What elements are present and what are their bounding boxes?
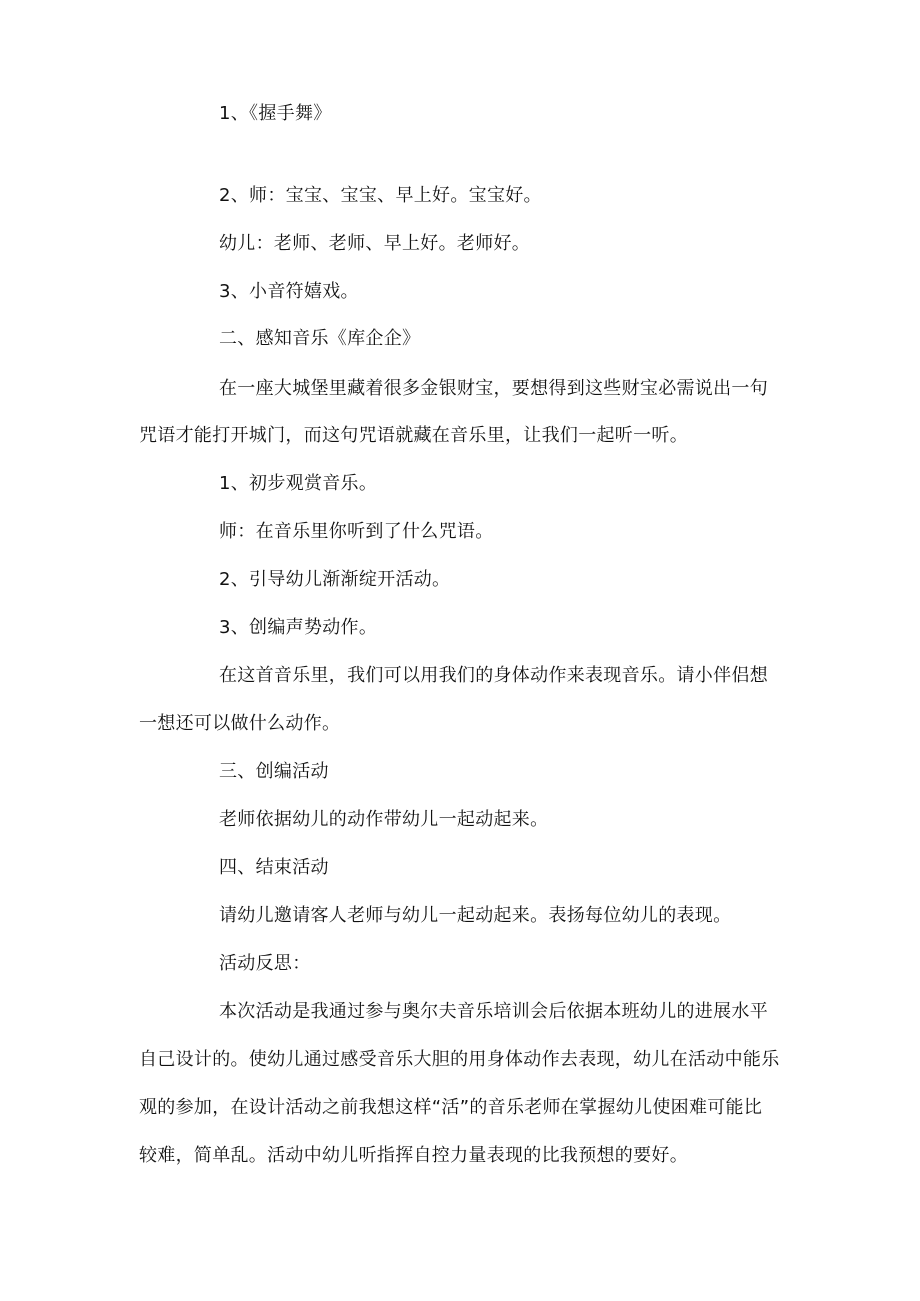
- section-heading-create-activity: 三、创编活动: [219, 761, 329, 782]
- item-child-greeting: 幼儿：老师、老师、早上好。老师好。: [219, 233, 531, 254]
- paragraph-body-movement-line-2: 一想还可以做什么动作。: [139, 713, 341, 734]
- paragraph-invite-guests: 请幼儿邀请客人老师与幼儿一起动起来。表扬每位幼儿的表现。: [219, 905, 732, 926]
- item-note-game: 3、小音符嬉戏。: [219, 281, 359, 302]
- section-heading-perceive-music: 二、感知音乐《库企企》: [219, 328, 421, 349]
- paragraph-reflection-line-4: 较难，简单乱。活动中幼儿听指挥自控力量表现的比我预想的要好。: [139, 1145, 688, 1166]
- item-create-movements: 3、创编声势动作。: [219, 617, 378, 638]
- paragraph-reflection-line-2: 自己设计的。使幼儿通过感受音乐大胆的用身体动作去表现，幼儿在活动中能乐: [139, 1049, 780, 1070]
- item-teacher-question: 师：在音乐里你听到了什么咒语。: [219, 521, 494, 542]
- section-heading-reflection: 活动反思：: [219, 953, 311, 974]
- paragraph-body-movement-line-1: 在这首音乐里，我们可以用我们的身体动作来表现音乐。请小伴侣想: [219, 665, 768, 686]
- paragraph-reflection-line-3: 观的参加，在设计活动之前我想这样“活”的音乐老师在掌握幼儿使困难可能比: [139, 1097, 763, 1118]
- item-appreciate-music: 1、初步观赏音乐。: [219, 473, 378, 494]
- item-handshake-dance: 1、《握手舞》: [219, 103, 332, 124]
- paragraph-teacher-leads: 老师依据幼儿的动作带幼儿一起动起来。: [219, 809, 549, 830]
- paragraph-castle-line-1: 在一座大城堡里藏着很多金银财宝，要想得到这些财宝必需说出一句: [219, 378, 768, 399]
- paragraph-reflection-line-1: 本次活动是我通过参与奥尔夫音乐培训会后依据本班幼儿的进展水平: [219, 1001, 768, 1022]
- item-teacher-greeting: 2、师：宝宝、宝宝、早上好。宝宝好。: [219, 185, 542, 206]
- item-guide-activity: 2、引导幼儿渐渐绽开活动。: [219, 569, 451, 590]
- paragraph-castle-line-2: 咒语才能打开城门，而这句咒语就藏在音乐里，让我们一起听一听。: [139, 425, 688, 446]
- section-heading-end-activity: 四、结束活动: [219, 857, 329, 878]
